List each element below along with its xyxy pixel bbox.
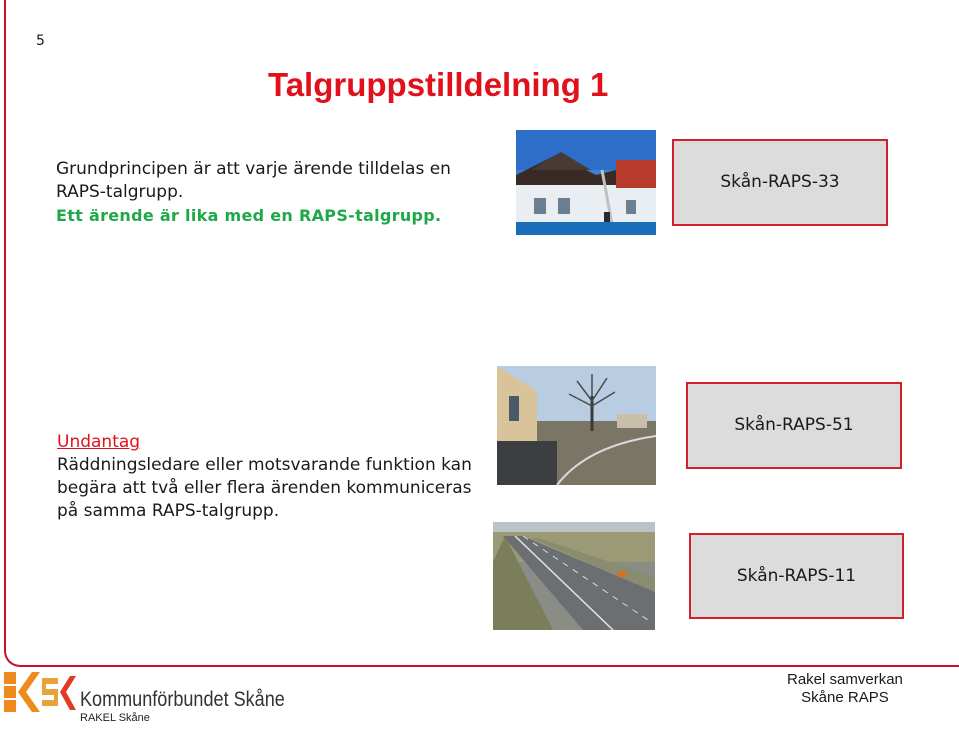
logo-subtitle: RAKEL Skåne: [80, 712, 150, 724]
talgrupp-box-33: Skån-RAPS-33: [672, 139, 888, 226]
accident-scene-photo: [497, 366, 656, 485]
house-fire-photo: [516, 130, 656, 235]
logo-name: Kommunförbundet Skåne: [80, 688, 285, 711]
intro-text: [56, 158, 456, 227]
intro-principle: Grundprincipen är att varje ärende tilldelas en RAPS-talgrupp.: [56, 159, 451, 202]
slide-number: 5: [36, 33, 45, 49]
slide-title: Talgruppstilldelning 1: [268, 66, 609, 103]
talgrupp-box-51: Skån-RAPS-51: [686, 382, 902, 469]
footer-line-2: Skåne RAPS: [801, 689, 889, 706]
exception-body: Räddningsledare eller motsvarande funktion kan begära att två eller flera ärenden kommuniceras på samma RAPS-talgrupp.: [57, 455, 472, 521]
highway-photo: [493, 522, 655, 630]
talgrupp-box-11: Skån-RAPS-11: [689, 533, 904, 619]
exception-text: [57, 431, 477, 523]
footer-line-1: Rakel samverkan: [787, 671, 903, 688]
exception-heading: Undantag: [57, 432, 141, 452]
footer-label: [787, 671, 903, 707]
intro-rule: Ett ärende är lika med en RAPS-talgrupp.: [56, 206, 442, 225]
